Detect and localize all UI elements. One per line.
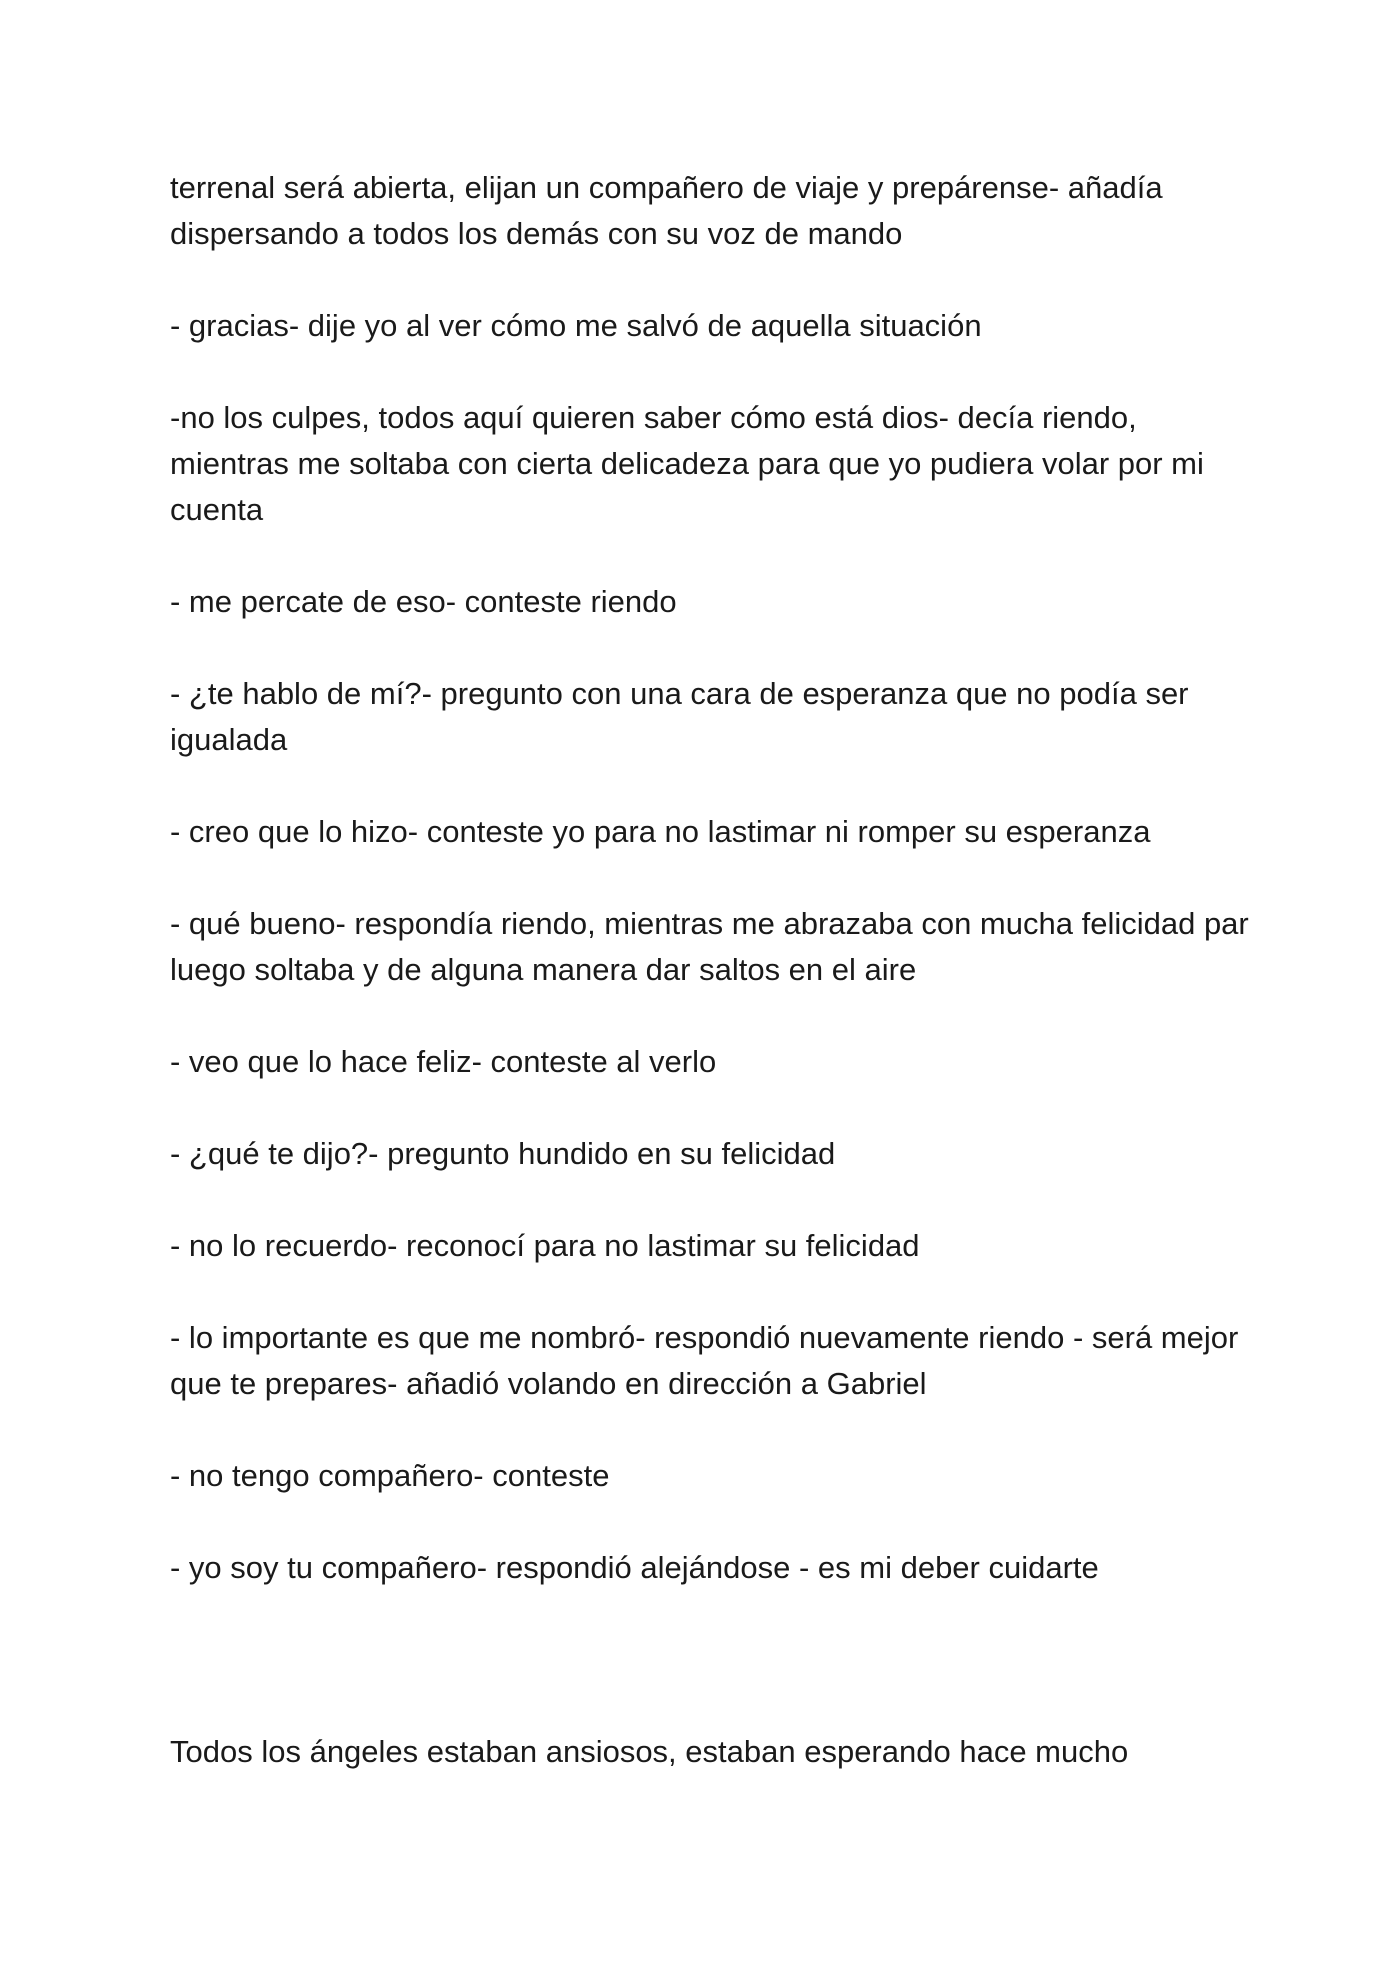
paragraph: - ¿qué te dijo?- pregunto hundido en su felicidad [170, 1136, 836, 1171]
paragraph: - gracias- dije yo al ver cómo me salvó de aquella situación [170, 308, 982, 343]
paragraph: - qué bueno- respondía riendo, mientras me abrazaba con mucha felicidad par luego soltaba y de alguna manera dar saltos en el aire [170, 906, 1249, 987]
paragraph: terrenal será abierta, elijan un compañero de viaje y prepárense- añadía dispersando a todos los demás con su voz de mando [170, 170, 1163, 251]
paragraph: - creo que lo hizo- conteste yo para no lastimar ni romper su esperanza [170, 814, 1151, 849]
document-body [170, 165, 1260, 1821]
paragraph: -no los culpes, todos aquí quieren saber cómo está dios- decía riendo, mientras me soltaba con cierta delicadeza para que yo pudiera volar por mi cuenta [170, 400, 1204, 527]
paragraph: - yo soy tu compañero- respondió alejándose - es mi deber cuidarte [170, 1550, 1099, 1585]
paragraph: - no tengo compañero- conteste [170, 1458, 610, 1493]
paragraph: - ¿te hablo de mí?- pregunto con una cara de esperanza que no podía ser igualada [170, 676, 1189, 757]
paragraph: - lo importante es que me nombró- respondió nuevamente riendo - será mejor que te prepares- añadió volando en dirección a Gabriel [170, 1320, 1239, 1401]
paragraph: - me percate de eso- conteste riendo [170, 584, 677, 619]
paragraph: Todos los ángeles estaban ansiosos, estaban esperando hace mucho [170, 1734, 1129, 1769]
paragraph: - veo que lo hace feliz- conteste al verlo [170, 1044, 717, 1079]
paragraph: - no lo recuerdo- reconocí para no lastimar su felicidad [170, 1228, 920, 1263]
